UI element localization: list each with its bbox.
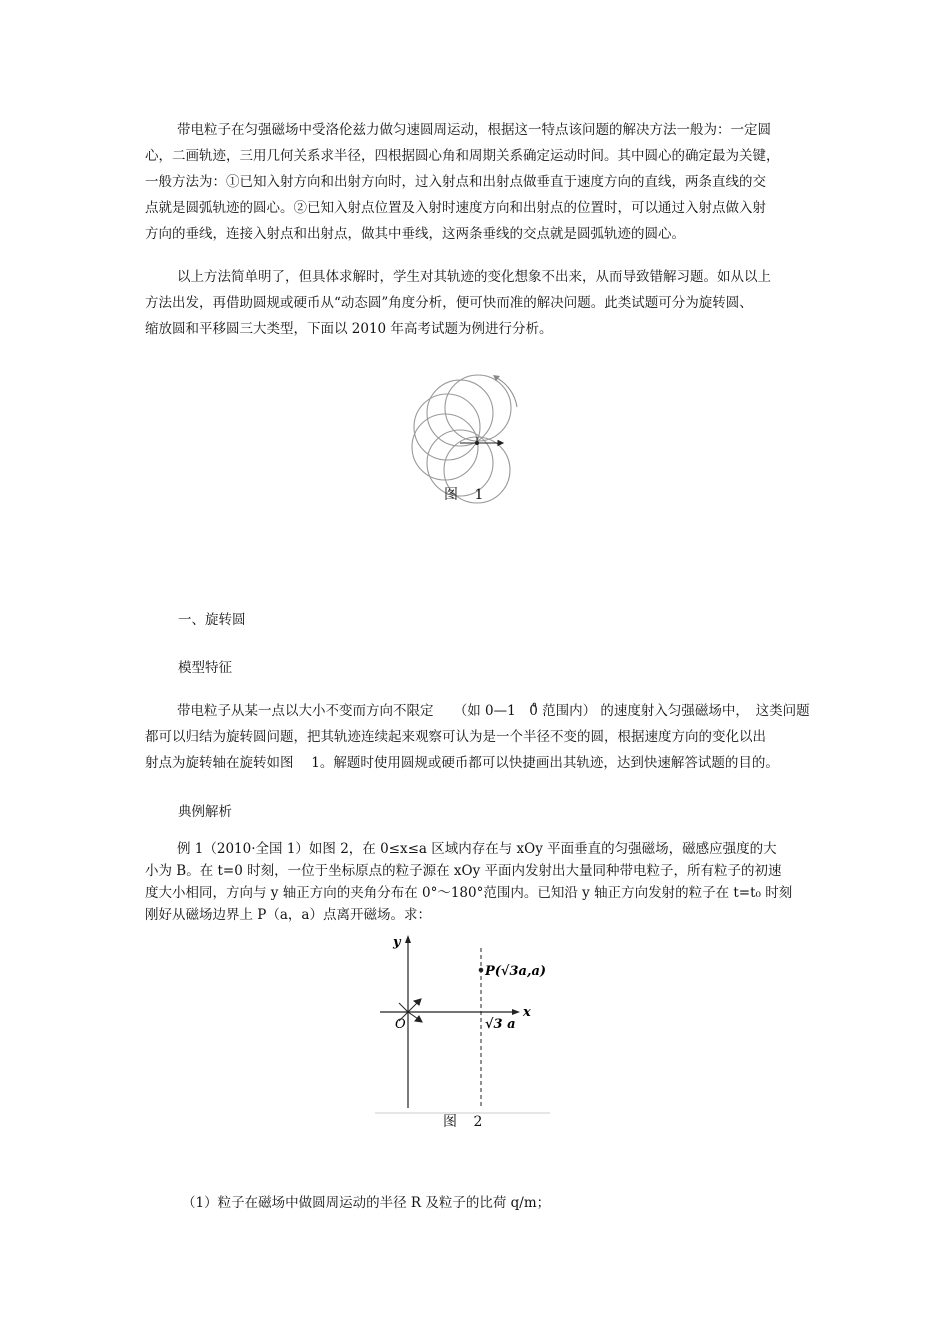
text-line: 点就是圆弧轨迹的圆心。②已知入射点位置及入射时速度方向和出射点的位置时，可以通过入射点做入射: [145, 200, 766, 216]
text-line: 射点为旋转轴在旋转如图 1。解题时使用圆规或硬币都可以快捷画出其轨迹，达到快速解答试题的目的。: [145, 755, 779, 771]
text-line: 例 1（2010·全国 1）如图 2，在 0≤x≤a 区域内存在与 xOy 平面垂直的匀强磁场，磁感应强度的大: [177, 841, 777, 857]
intro-paragraph-2: [145, 264, 810, 342]
arrowhead-icon: [512, 1009, 520, 1015]
text-line: 一般方法为：①已知入射方向和出射方向时，过入射点和出射点做垂直于速度方向的直线，两条直线的交: [145, 174, 766, 190]
text-line: 刚好从磁场边界上 P（a，a）点离开磁场。求：: [145, 907, 431, 923]
arrowhead-icon: [405, 935, 411, 943]
boundary-label: √3 a: [485, 1017, 516, 1032]
x-axis-label: x: [523, 1005, 531, 1020]
y-axis-label: y: [393, 935, 401, 950]
origin-label: O: [395, 1017, 406, 1032]
arrowhead-icon: [493, 375, 500, 381]
point-p: [479, 968, 484, 973]
example-analysis-heading: 典例解析: [178, 804, 232, 820]
trajectory-circle: [412, 414, 478, 480]
text-line: 带电粒子从某一点以大小不变而方向不限定 （如 0—1 0̊ 范围内） 的速度射入匀强磁场中， 这类问题: [177, 703, 810, 719]
arrowhead-icon: [498, 441, 503, 446]
text-line: 方向的垂线，连接入射点和出射点，做其中垂线，这两条垂线的交点就是圆弧轨迹的圆心。: [145, 226, 685, 242]
example-1-paragraph: [145, 838, 810, 926]
text-line: 小为 B。在 t=0 时刻，一位于坐标原点的粒子源在 xOy 平面内发射出大量同种带电粒子，所有粒子的初速: [145, 863, 782, 879]
text-line: 缩放圆和平移圆三大类型，下面以 2010 年高考试题为例进行分析。: [145, 321, 553, 337]
section-title: 一、旋转圆: [178, 612, 246, 628]
point-p-label: P(√3a,a): [485, 964, 547, 979]
model-features-heading: 模型特征: [178, 660, 232, 676]
intro-paragraph-1: [145, 117, 810, 247]
text-line: 带电粒子在匀强磁场中受洛伦兹力做匀速圆周运动，根据这一特点该问题的解决方法一般为：一定圆: [177, 122, 771, 138]
text-line: 心，二画轨迹，三用几何关系求半径，四根据圆心角和周期关系确定运动时间。其中圆心的确定最为关键，: [145, 148, 780, 164]
text-line: 度大小相同，方向与 y 轴正方向的夹角分布在 0°～180°范围内。已知沿 y 轴正方向发射的粒子在 t=t₀ 时刻: [145, 885, 793, 901]
text-line: 以上方法简单明了，但具体求解时，学生对其轨迹的变化想象不出来，从而导致错解习题。如从以上: [177, 269, 771, 285]
figure-2-caption: 图 2: [443, 1114, 489, 1130]
figure-1-caption: 图 1: [444, 487, 490, 503]
model-features-paragraph: [145, 698, 810, 776]
velocity-arrow: [399, 1003, 408, 1012]
emission-point: [475, 441, 478, 444]
question-1: （1）粒子在磁场中做圆周运动的半径 R 及粒子的比荷 q/m；: [182, 1195, 551, 1211]
figure-2-diagram: [375, 930, 555, 1120]
text-line: 方法出发，再借助圆规或硬币从“动态圆”角度分析，便可快而准的解决问题。此类试题可分为旋转圆、: [145, 295, 753, 311]
trajectory-circle: [414, 394, 480, 460]
text-line: 都可以归结为旋转圆问题，把其轨迹连续起来观察可认为是一个半径不变的圆，根据速度方向的变化以出: [145, 729, 766, 745]
